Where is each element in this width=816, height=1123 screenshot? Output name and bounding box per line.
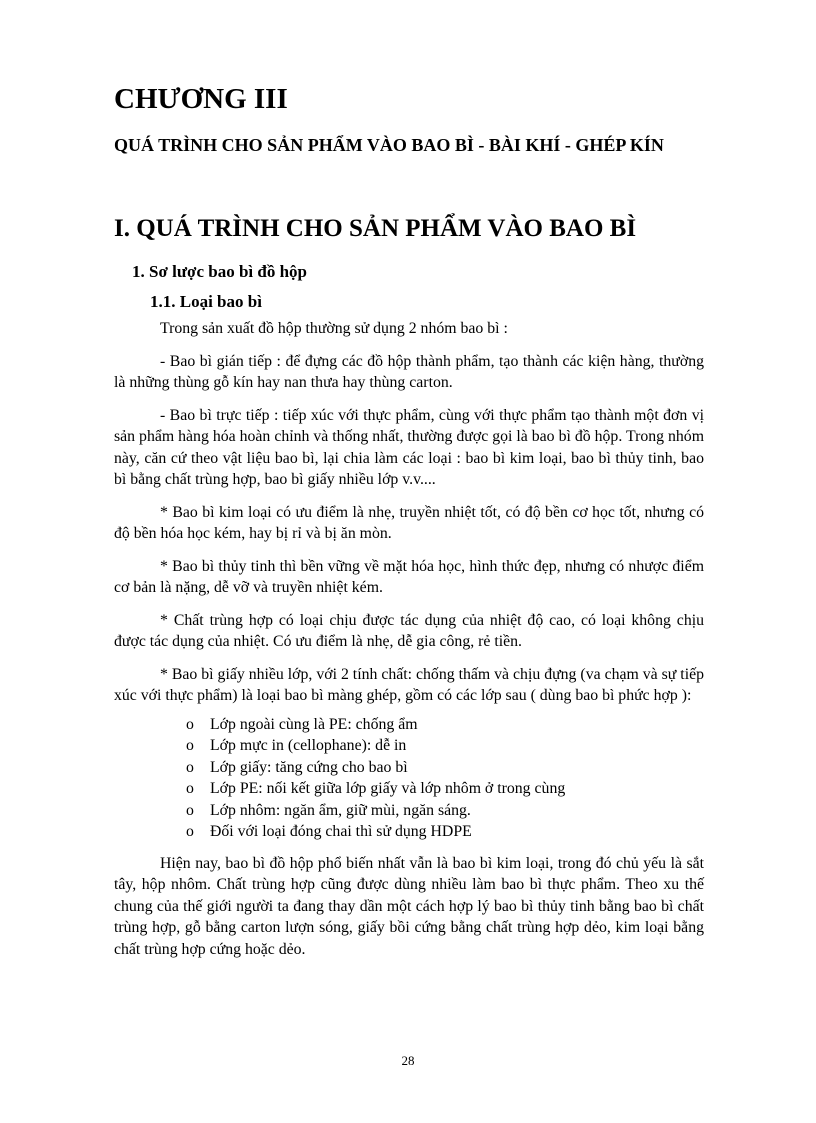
- bullet-marker: o: [186, 737, 194, 754]
- list-item-text: Lớp PE: nối kết giữa lớp giấy và lớp nhôm ở trong cùng: [210, 780, 566, 797]
- paragraph: * Bao bì kim loại có ưu điểm là nhẹ, truyền nhiệt tốt, có độ bền cơ học tốt, nhưng có độ bền hóa học kém, hay bị rỉ và bị ăn mòn.: [114, 503, 704, 542]
- closing-paragraph: Hiện nay, bao bì đồ hộp phổ biến nhất vẫn là bao bì kim loại, trong đó chủ yếu là sắt tây, hộp nhôm. Chất trùng hợp cũng được dùng nhiều làm bao bì thực phẩm. Theo xu thế chung của thế giới người ta đang thay dần một cách hợp lý bao bì thủy tinh bằng bao bì chất trùng hợp, gỗ bằng carton lượn sóng, giấy bồi cứng bằng chất trùng hợp dẻo, kim loại bằng chất trùng hợp cứng hoặc dẻo.: [114, 854, 704, 958]
- list-item-text: Lớp giấy: tăng cứng cho bao bì: [210, 758, 408, 776]
- body-text: [114, 318, 704, 971]
- chapter-title: CHƯƠNG III: [114, 83, 288, 115]
- subsubsection-heading: 1.1. Loại bao bì: [150, 292, 262, 311]
- section-heading: I. QUÁ TRÌNH CHO SẢN PHẨM VÀO BAO BÌ: [114, 215, 637, 242]
- paragraph: - Bao bì gián tiếp : để đựng các đồ hộp thành phẩm, tạo thành các kiện hàng, thường là những thùng gỗ kín hay nan thưa hay thùng carton.: [114, 352, 704, 391]
- bullet-marker: o: [186, 823, 194, 840]
- bullet-marker: o: [186, 780, 194, 797]
- list-item-text: Lớp mực in (cellophane): dễ in: [210, 737, 407, 754]
- bullet-marker: o: [186, 758, 194, 776]
- list-item-text: Lớp ngoài cùng là PE: chống ẩm: [210, 715, 418, 733]
- paragraph: Trong sản xuất đồ hộp thường sử dụng 2 nhóm bao bì :: [160, 320, 508, 337]
- list-item-text: Đối với loại đóng chai thì sử dụng HDPE: [210, 823, 472, 840]
- chapter-subtitle: QUÁ TRÌNH CHO SẢN PHẨM VÀO BAO BÌ - BÀI KHÍ - GHÉP KÍN: [114, 135, 664, 155]
- list-item: [186, 778, 704, 800]
- subsection-heading: 1. Sơ lược bao bì đồ hộp: [132, 262, 307, 281]
- paragraph: * Chất trùng hợp có loại chịu được tác dụng của nhiệt độ cao, có loại không chịu được tác dụng của nhiệt. Có ưu điểm là nhẹ, dễ gia công, rẻ tiền.: [114, 611, 704, 650]
- bullet-list: [114, 714, 704, 843]
- list-item: [186, 757, 704, 779]
- bullet-marker: o: [186, 801, 194, 819]
- bullet-marker: o: [186, 715, 194, 733]
- list-item: [186, 714, 704, 736]
- list-item: [186, 821, 704, 843]
- page-number: 28: [401, 1053, 415, 1068]
- list-item-text: Lớp nhôm: ngăn ẩm, giữ mùi, ngăn sáng.: [210, 801, 471, 819]
- paragraph: - Bao bì trực tiếp : tiếp xúc với thực phẩm, cùng với thực phẩm tạo thành một đơn vị sản phẩm hàng hóa hoàn chỉnh và thống nhất, thường được gọi là bao bì đồ hộp. Trong nhóm này, căn cứ theo vật liệu bao bì, lại chia làm các loại : bao bì kim loại, bao bì thủy tinh, bao bì bằng chất trùng hợp, bao bì giấy nhiều lớp v.v....: [114, 406, 704, 488]
- list-item: [186, 800, 704, 822]
- paragraph: * Bao bì thủy tinh thì bền vững về mặt hóa học, hình thức đẹp, nhưng có nhược điểm cơ bản là nặng, dễ vỡ và truyền nhiệt kém.: [114, 557, 704, 596]
- list-item: [186, 735, 704, 757]
- paragraph: * Bao bì giấy nhiều lớp, với 2 tính chất: chống thấm và chịu đựng (va chạm và sự tiếp xúc với thực phẩm) là loại bao bì màng ghép, gồm có các lớp sau ( dùng bao bì phức hợp ):: [114, 665, 704, 704]
